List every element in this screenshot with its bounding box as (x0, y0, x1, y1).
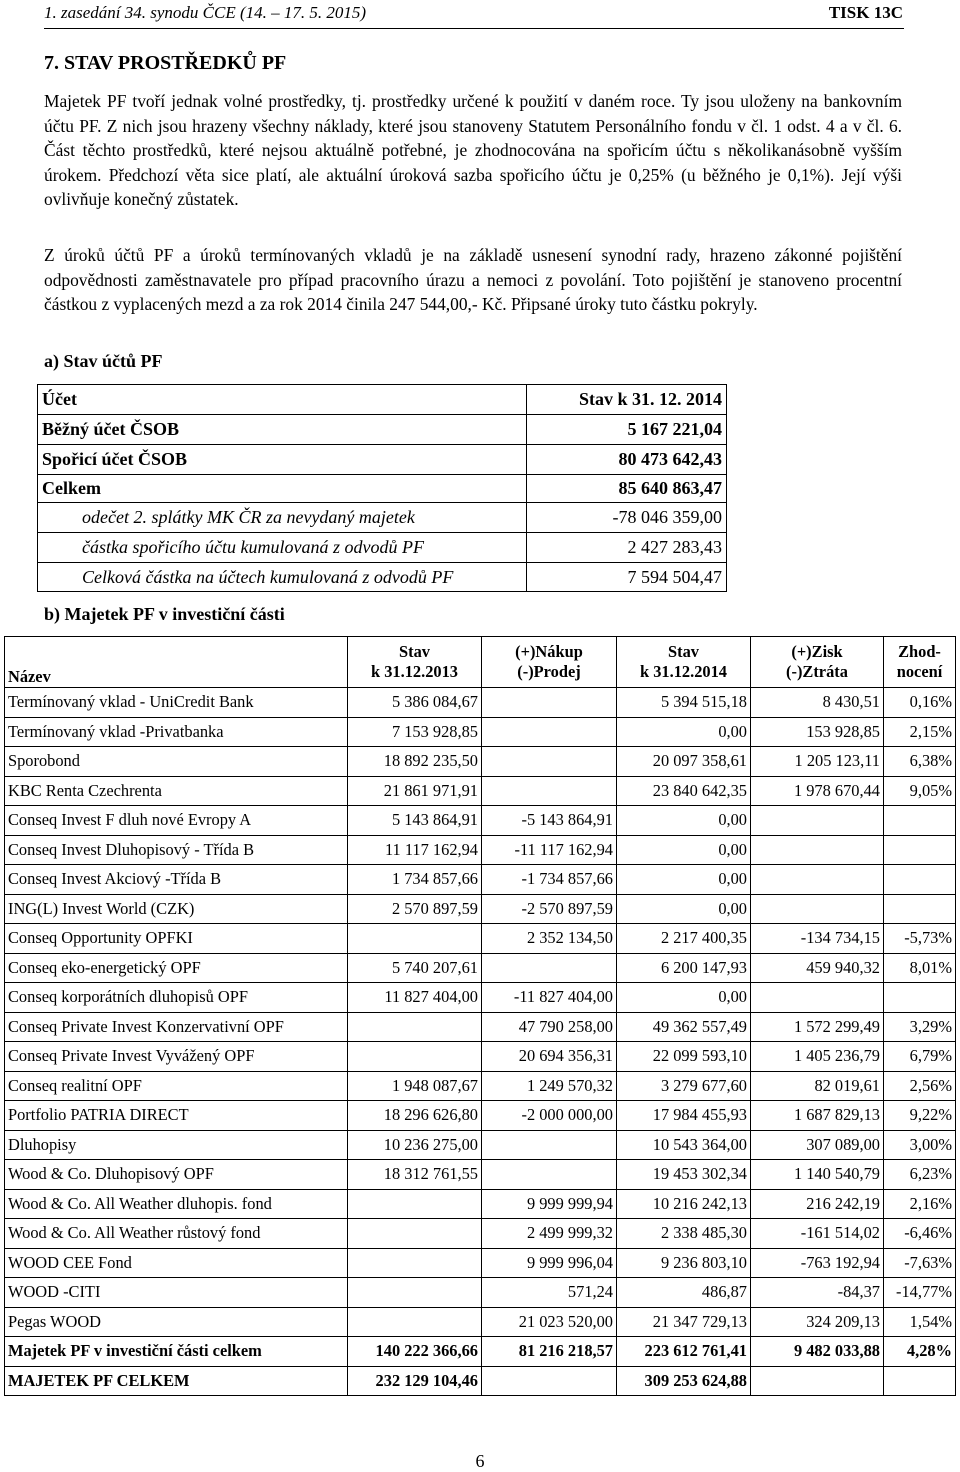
note-label: částka spořicího účtu kumulovaná z odvodů PF (38, 533, 527, 563)
table-row (5, 924, 956, 954)
zhodnoceni: 6,79% (884, 1042, 956, 1072)
fund-name: Wood & Co. All Weather dluhopis. fond (5, 1189, 348, 1219)
stav-2014: 21 347 729,13 (617, 1307, 751, 1337)
nakup-prodej: -5 143 864,91 (482, 806, 617, 836)
table-row (38, 563, 727, 592)
table-row (38, 385, 727, 415)
stav-2014: 6 200 147,93 (617, 953, 751, 983)
table-row (5, 776, 956, 806)
zhodnoceni (884, 865, 956, 895)
table-row (5, 747, 956, 777)
table-row (5, 1071, 956, 1101)
stav-2013 (348, 1219, 482, 1249)
nakup-prodej: 20 694 356,31 (482, 1042, 617, 1072)
stav-2014: 223 612 761,41 (617, 1337, 751, 1367)
zisk-ztrata: 1 405 236,79 (751, 1042, 884, 1072)
zisk-ztrata: 8 430,51 (751, 688, 884, 718)
stav-2013: 5 143 864,91 (348, 806, 482, 836)
table-header-row (5, 637, 956, 688)
stav-2014: 0,00 (617, 983, 751, 1013)
zhodnoceni: 1,54% (884, 1307, 956, 1337)
table-row (38, 445, 727, 475)
subsection-a-title: a) Stav účtů PF (44, 351, 163, 371)
stav-2014: 486,87 (617, 1278, 751, 1308)
zisk-ztrata: -763 192,94 (751, 1248, 884, 1278)
stav-2013: 5 386 084,67 (348, 688, 482, 718)
zhodnoceni (884, 983, 956, 1013)
zisk-ztrata: 459 940,32 (751, 953, 884, 983)
subsection-b-title: b) Majetek PF v investiční části (44, 604, 285, 624)
fund-name: Conseq Invest Dluhopisový - Třída B (5, 835, 348, 865)
fund-name: Conseq Private Invest Vyvážený OPF (5, 1042, 348, 1072)
zhodnoceni: 3,29% (884, 1012, 956, 1042)
table-row (5, 894, 956, 924)
table-row (5, 717, 956, 747)
table-row (5, 1101, 956, 1131)
zhodnoceni: 2,15% (884, 717, 956, 747)
stav-2014: 5 394 515,18 (617, 688, 751, 718)
zisk-ztrata (751, 865, 884, 895)
col-balance: Stav k 31. 12. 2014 (527, 385, 727, 415)
zisk-ztrata: 1 687 829,13 (751, 1101, 884, 1131)
zhodnoceni: 2,16% (884, 1189, 956, 1219)
stav-2013 (348, 1248, 482, 1278)
zisk-ztrata: 1 140 540,79 (751, 1160, 884, 1190)
nakup-prodej: 9 999 996,04 (482, 1248, 617, 1278)
stav-2013 (348, 924, 482, 954)
nakup-prodej (482, 953, 617, 983)
stav-2014: 0,00 (617, 894, 751, 924)
header-print-id: TISK 13C (828, 3, 903, 22)
nakup-prodej (482, 1130, 617, 1160)
zhodnoceni: 8,01% (884, 953, 956, 983)
stav-2014: 20 097 358,61 (617, 747, 751, 777)
note-value: -78 046 359,00 (527, 503, 727, 533)
fund-name: Conseq Private Invest Konzervativní OPF (5, 1012, 348, 1042)
stav-2013: 11 117 162,94 (348, 835, 482, 865)
zisk-ztrata: 153 928,85 (751, 717, 884, 747)
stav-2014: 0,00 (617, 835, 751, 865)
fund-name: Pegas WOOD (5, 1307, 348, 1337)
page-number: 6 (475, 1451, 485, 1471)
stav-2013: 7 153 928,85 (348, 717, 482, 747)
nakup-prodej (482, 688, 617, 718)
total-row (5, 1366, 956, 1396)
stav-2014: 22 099 593,10 (617, 1042, 751, 1072)
fund-name: Conseq realitní OPF (5, 1071, 348, 1101)
zhodnoceni: 2,56% (884, 1071, 956, 1101)
stav-2013: 1 948 087,67 (348, 1071, 482, 1101)
stav-2014: 0,00 (617, 865, 751, 895)
stav-2014: 23 840 642,35 (617, 776, 751, 806)
col-name: Název (5, 637, 348, 688)
paragraph-2: Z úroků účtů PF a úroků termínovaných vkladů je na základě usnesení synodní rady, hrazeno zákonné pojištění odpovědnosti zaměstnavatele pro případ pracovního úrazu a nemoci z povolání. Toto pojištění je stanoveno procentní částkou z vyplacených mezd a za rok 2014 činila 247 544,00,- Kč. Připsané úroky tuto částku pokryly. (44, 245, 902, 315)
table-row (5, 1189, 956, 1219)
nakup-prodej (482, 1366, 617, 1396)
nakup-prodej: 571,24 (482, 1278, 617, 1308)
table-row (5, 983, 956, 1013)
fund-name: Conseq Invest F dluh nové Evropy A (5, 806, 348, 836)
zisk-ztrata (751, 1366, 884, 1396)
zisk-ztrata (751, 835, 884, 865)
stav-2013: 18 892 235,50 (348, 747, 482, 777)
paragraph-1: Majetek PF tvoří jednak volné prostředky, tj. prostředky určené k použití v daném roce. Ty jsou uloženy na bankovním účtu PF. Z nich jsou hrazeny všechny náklady, které jsou stanoveny Statutem Personálního fondu v čl. 1 odst. 4 a v čl. 6. Část těchto prostředků, které nejsou aktuálně potřebné, je zhodnocována na spořicím účtu s několikanásobně vyšším úrokem. Předchozí věta sice platí, ale aktuální úroková sazba spořicího účtu je 0,25% (u běžného je 0,1%). Její výši ovlivňuje konečný zůstatek. (44, 91, 902, 210)
zhodnoceni: 6,23% (884, 1160, 956, 1190)
fund-name: Conseq Invest Akciový -Třída B (5, 865, 348, 895)
stav-2014: 2 338 485,30 (617, 1219, 751, 1249)
section-title: 7. STAV PROSTŘEDKŮ PF (44, 52, 287, 74)
zhodnoceni: 0,16% (884, 688, 956, 718)
stav-2014: 0,00 (617, 717, 751, 747)
zisk-ztrata: -161 514,02 (751, 1219, 884, 1249)
fund-name: Dluhopisy (5, 1130, 348, 1160)
zhodnoceni: 3,00% (884, 1130, 956, 1160)
col-stav-2013: Stav k 31.12.2013 (348, 637, 482, 688)
accounts-table (37, 384, 727, 592)
stav-2013 (348, 1278, 482, 1308)
nakup-prodej: 9 999 999,94 (482, 1189, 617, 1219)
fund-name: WOOD -CITI (5, 1278, 348, 1308)
fund-name: Majetek PF v investiční části celkem (5, 1337, 348, 1367)
table-row (5, 1042, 956, 1072)
fund-name: WOOD CEE Fond (5, 1248, 348, 1278)
stav-2013 (348, 1012, 482, 1042)
fund-name: ING(L) Invest World (CZK) (5, 894, 348, 924)
nakup-prodej: 2 352 134,50 (482, 924, 617, 954)
zhodnoceni: -5,73% (884, 924, 956, 954)
zhodnoceni: 9,22% (884, 1101, 956, 1131)
stav-2013: 21 861 971,91 (348, 776, 482, 806)
stav-2014: 309 253 624,88 (617, 1366, 751, 1396)
stav-2014: 49 362 557,49 (617, 1012, 751, 1042)
table-row (5, 1307, 956, 1337)
nakup-prodej (482, 747, 617, 777)
stav-2014: 10 216 242,13 (617, 1189, 751, 1219)
note-value: 2 427 283,43 (527, 533, 727, 563)
zhodnoceni: 6,38% (884, 747, 956, 777)
col-stav-2014: Stav k 31.12.2014 (617, 637, 751, 688)
col-account: Účet (38, 385, 527, 415)
zisk-ztrata (751, 983, 884, 1013)
stav-2013: 2 570 897,59 (348, 894, 482, 924)
table-row (5, 1219, 956, 1249)
zisk-ztrata (751, 894, 884, 924)
fund-name: Wood & Co. All Weather růstový fond (5, 1219, 348, 1249)
zhodnoceni: 9,05% (884, 776, 956, 806)
nakup-prodej (482, 717, 617, 747)
note-label: odečet 2. splátky MK ČR za nevydaný majetek (38, 503, 527, 533)
account-name: Spořicí účet ČSOB (38, 445, 527, 475)
header-rule (44, 28, 904, 29)
nakup-prodej: -11 117 162,94 (482, 835, 617, 865)
header-meeting: 1. zasedání 34. synodu ČCE (14. – 17. 5. 2015) (44, 3, 367, 22)
zisk-ztrata: 1 572 299,49 (751, 1012, 884, 1042)
nakup-prodej: -2 570 897,59 (482, 894, 617, 924)
zisk-ztrata: 1 205 123,11 (751, 747, 884, 777)
nakup-prodej: 81 216 218,57 (482, 1337, 617, 1367)
stav-2014: 9 236 803,10 (617, 1248, 751, 1278)
table-row (5, 865, 956, 895)
fund-name: Wood & Co. Dluhopisový OPF (5, 1160, 348, 1190)
note-value: 7 594 504,47 (527, 563, 727, 592)
stav-2013 (348, 1307, 482, 1337)
stav-2013: 1 734 857,66 (348, 865, 482, 895)
table-row (5, 835, 956, 865)
table-row (38, 415, 727, 445)
note-label: Celková částka na účtech kumulovaná z odvodů PF (38, 563, 527, 592)
stav-2013: 5 740 207,61 (348, 953, 482, 983)
nakup-prodej: 1 249 570,32 (482, 1071, 617, 1101)
zisk-ztrata: -134 734,15 (751, 924, 884, 954)
stav-2014: 0,00 (617, 806, 751, 836)
account-name: Celkem (38, 475, 527, 503)
fund-name: Portfolio PATRIA DIRECT (5, 1101, 348, 1131)
total-row (5, 1337, 956, 1367)
stav-2013 (348, 1042, 482, 1072)
zhodnoceni (884, 894, 956, 924)
zhodnoceni: -7,63% (884, 1248, 956, 1278)
zisk-ztrata: 307 089,00 (751, 1130, 884, 1160)
zhodnoceni: 4,28% (884, 1337, 956, 1367)
zisk-ztrata: 216 242,19 (751, 1189, 884, 1219)
stav-2013: 18 296 626,80 (348, 1101, 482, 1131)
fund-name: Termínovaný vklad - UniCredit Bank (5, 688, 348, 718)
fund-name: MAJETEK PF CELKEM (5, 1366, 348, 1396)
nakup-prodej: -2 000 000,00 (482, 1101, 617, 1131)
stav-2014: 17 984 455,93 (617, 1101, 751, 1131)
stav-2013 (348, 1189, 482, 1219)
table-row (38, 533, 727, 563)
col-zhodnoceni: Zhod- nocení (884, 637, 956, 688)
col-zisk-ztrata: (+)Zisk (-)Ztráta (751, 637, 884, 688)
zhodnoceni (884, 835, 956, 865)
stav-2013: 11 827 404,00 (348, 983, 482, 1013)
stav-2014: 3 279 677,60 (617, 1071, 751, 1101)
nakup-prodej: 47 790 258,00 (482, 1012, 617, 1042)
zisk-ztrata: -84,37 (751, 1278, 884, 1308)
table-row (5, 1248, 956, 1278)
stav-2014: 2 217 400,35 (617, 924, 751, 954)
stav-2014: 10 543 364,00 (617, 1130, 751, 1160)
fund-name: Sporobond (5, 747, 348, 777)
account-balance: 85 640 863,47 (527, 475, 727, 503)
fund-name: Conseq eko-energetický OPF (5, 953, 348, 983)
zhodnoceni (884, 806, 956, 836)
nakup-prodej: 2 499 999,32 (482, 1219, 617, 1249)
table-row (5, 953, 956, 983)
table-row (5, 688, 956, 718)
fund-name: Conseq Opportunity OPFKI (5, 924, 348, 954)
nakup-prodej: -1 734 857,66 (482, 865, 617, 895)
nakup-prodej (482, 1160, 617, 1190)
zisk-ztrata: 82 019,61 (751, 1071, 884, 1101)
stav-2014: 19 453 302,34 (617, 1160, 751, 1190)
nakup-prodej (482, 776, 617, 806)
fund-name: Conseq korporátních dluhopisů OPF (5, 983, 348, 1013)
table-row (5, 1130, 956, 1160)
zisk-ztrata: 324 209,13 (751, 1307, 884, 1337)
zisk-ztrata: 9 482 033,88 (751, 1337, 884, 1367)
table-row (5, 806, 956, 836)
account-name: Běžný účet ČSOB (38, 415, 527, 445)
table-row (5, 1278, 956, 1308)
investments-table (4, 636, 956, 1396)
account-balance: 5 167 221,04 (527, 415, 727, 445)
stav-2013: 232 129 104,46 (348, 1366, 482, 1396)
fund-name: KBC Renta Czechrenta (5, 776, 348, 806)
table-row (5, 1012, 956, 1042)
fund-name: Termínovaný vklad -Privatbanka (5, 717, 348, 747)
zhodnoceni: -14,77% (884, 1278, 956, 1308)
col-nakup-prodej: (+)Nákup (-)Prodej (482, 637, 617, 688)
nakup-prodej: 21 023 520,00 (482, 1307, 617, 1337)
table-row (38, 475, 727, 503)
table-row (38, 503, 727, 533)
account-balance: 80 473 642,43 (527, 445, 727, 475)
stav-2013: 18 312 761,55 (348, 1160, 482, 1190)
stav-2013: 140 222 366,66 (348, 1337, 482, 1367)
nakup-prodej: -11 827 404,00 (482, 983, 617, 1013)
zisk-ztrata (751, 806, 884, 836)
zisk-ztrata: 1 978 670,44 (751, 776, 884, 806)
zhodnoceni (884, 1366, 956, 1396)
zhodnoceni: -6,46% (884, 1219, 956, 1249)
table-row (5, 1160, 956, 1190)
stav-2013: 10 236 275,00 (348, 1130, 482, 1160)
